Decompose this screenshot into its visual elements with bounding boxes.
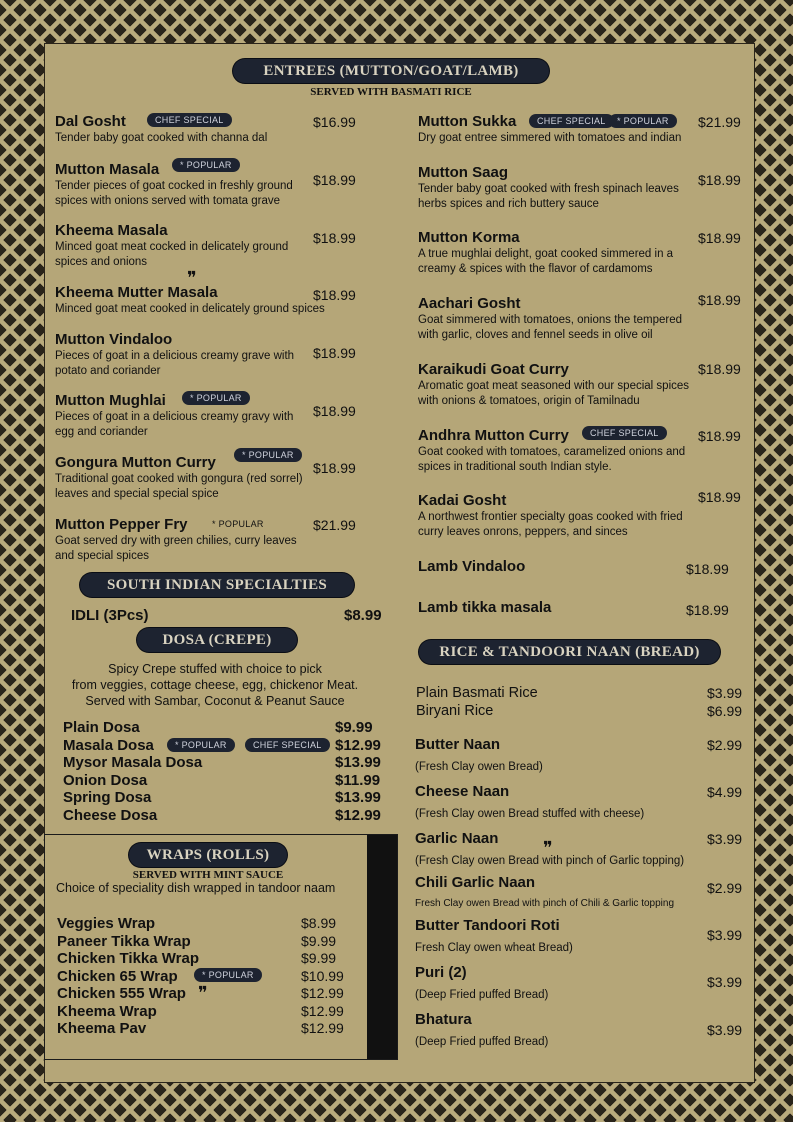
bread-item-butter-naan	[415, 736, 543, 775]
item-name: Mutton Masala	[55, 161, 160, 178]
spicy-chili-icon: ❞	[543, 838, 553, 859]
rice-item-price: $3.99	[707, 685, 743, 701]
rice-item-price: $6.99	[707, 702, 743, 719]
item-name: Gongura Mutton Curry	[55, 454, 216, 471]
item-description: Tender baby goat cooked with channa dal	[55, 132, 268, 144]
item-name: Kadai Gosht	[418, 492, 507, 509]
wrap-prices	[301, 915, 344, 1038]
item-description: (Fresh Clay owen Bread stuffed with cheese)	[415, 808, 645, 820]
item-price: $21.99	[698, 114, 741, 130]
item-name: Lamb tikka masala	[418, 599, 552, 616]
item-description: Pieces of goat in a delicious creamy grave with potato and coriander	[55, 350, 295, 377]
item-price: $3.99	[707, 927, 743, 943]
item-price: $18.99	[698, 361, 741, 377]
dosa-item-name: Masala Dosa	[63, 736, 154, 754]
popular-badge: * POPULAR	[172, 158, 240, 172]
menu-item-mutton-vindaloo	[55, 331, 295, 379]
item-description: A northwest frontier specialty goas cooked with fried curry leaves onrons, peppers, and sinces	[418, 511, 683, 538]
item-name: Butter Tandoori Roti	[415, 917, 560, 934]
item-price: $18.99	[313, 460, 356, 476]
item-description: Aromatic goat meat seasoned with our special spices with onions & tomatoes, origin of Tamilnadu	[418, 380, 690, 407]
item-price: $18.99	[698, 172, 741, 188]
wraps-side-bar	[367, 835, 397, 1059]
item-price: $18.99	[313, 230, 356, 246]
item-description: Dry goat entree simmered with tomatoes and indian	[418, 132, 682, 144]
wrap-item-price: $8.99	[301, 915, 337, 931]
menu-item-mutton-korma	[418, 229, 693, 277]
menu-item-mutton-saag	[418, 164, 693, 212]
item-name: Bhatura	[415, 1011, 472, 1028]
wrap-item-name: Chicken 555 Wrap	[57, 985, 186, 1002]
idli-price: $8.99	[344, 607, 382, 624]
dosa-item-name: Spring Dosa	[63, 789, 152, 806]
wraps-subheader: SERVED WITH MINT SAUCE	[132, 869, 284, 881]
item-price: $18.99	[313, 345, 356, 361]
dosa-header: DOSA (CREPE)	[137, 628, 297, 652]
chef-special-badge: CHEF SPECIAL	[245, 738, 330, 752]
item-name: Mutton Sukka	[418, 113, 517, 130]
bread-item-bhatura	[415, 1011, 548, 1050]
item-description: Minced goat meat cooked in delicately ground spices	[55, 303, 325, 315]
item-name: Puri (2)	[415, 964, 467, 981]
menu-item-lamb-tikka-masala	[418, 599, 551, 617]
item-description: Tender baby goat cooked with fresh spinach leaves herbs spices and rich buttery sauce	[418, 183, 679, 210]
entrees-subheader: SERVED WITH BASMATI RICE	[310, 86, 472, 98]
dosa-desc-line: from veggies, cottage cheese, egg, chickenor Meat.	[71, 678, 359, 692]
dosa-desc-line: Spicy Crepe stuffed with choice to pick	[108, 662, 322, 676]
wrap-item-price: $9.99	[301, 932, 337, 949]
dosa-prices	[335, 719, 381, 824]
spicy-chili-icon: ❞	[198, 983, 208, 1004]
rice-prices	[707, 685, 742, 720]
item-price: $4.99	[707, 784, 743, 800]
item-name: Dal Gosht	[55, 113, 126, 130]
popular-badge: * POPULAR	[182, 391, 250, 405]
item-name: Mutton Pepper Fry	[55, 516, 188, 533]
wrap-item-name: Veggies Wrap	[57, 915, 156, 932]
dosa-item-price: $9.99	[335, 719, 373, 736]
item-description: Goat simmered with tomatoes, onions the tempered with garlic, cloves and fennel seeds in olive oil	[418, 314, 682, 341]
menu-item-mutton-mughlai	[55, 392, 295, 440]
item-name: Cheese Naan	[415, 783, 510, 800]
item-name: Kheema Mutter Masala	[55, 284, 218, 301]
popular-badge: * POPULAR	[194, 968, 262, 982]
item-name: Chili Garlic Naan	[415, 874, 536, 891]
item-price: $18.99	[698, 489, 741, 505]
popular-badge: * POPULAR	[212, 519, 264, 529]
wrap-item-name: Chicken 65 Wrap	[57, 967, 178, 985]
rice-item-name: Plain Basmati Rice	[416, 685, 538, 701]
dosa-item-price: $11.99	[335, 771, 381, 789]
dosa-names	[63, 719, 202, 824]
wraps-description: Choice of speciality dish wrapped in tandoor naam	[56, 881, 336, 895]
item-description: Goat cooked with tomatoes, caramelized onions and spices in traditional south Indian style.	[418, 446, 686, 473]
dosa-description	[55, 661, 375, 709]
bread-item-chili-garlic-naan	[415, 874, 674, 911]
item-price: $2.99	[707, 737, 743, 753]
popular-badge: * POPULAR	[167, 738, 235, 752]
chef-special-badge: CHEF SPECIAL	[582, 426, 667, 440]
bread-item-puri	[415, 964, 548, 1003]
menu-item-mutton-pepper-fry	[55, 516, 317, 564]
item-name: Mutton Vindaloo	[55, 331, 173, 348]
item-name: Andhra Mutton Curry	[418, 427, 569, 444]
wraps-header: WRAPS (ROLLS)	[129, 843, 287, 867]
dosa-item-price: $12.99	[335, 806, 381, 824]
wrap-item-price: $12.99	[301, 1002, 344, 1019]
item-price: $18.99	[698, 292, 741, 308]
item-description: Goat served dry with green chilies, curry leaves and special spices	[55, 535, 297, 562]
item-name: Mutton Korma	[418, 229, 520, 246]
item-description: Traditional goat cooked with gongura (red sorrel) leaves and special special spice	[55, 473, 303, 500]
item-description: Minced goat meat cocked in delicately ground spices and onions	[55, 241, 289, 268]
entrees-header: ENTREES (MUTTON/GOAT/LAMB)	[233, 59, 549, 83]
bread-item-butter-tandoori-roti	[415, 917, 573, 956]
item-name: Kheema Masala	[55, 222, 168, 239]
item-price: $18.99	[313, 172, 356, 188]
item-price: $3.99	[707, 831, 743, 847]
item-name: Mutton Mughlai	[55, 392, 166, 409]
menu-item-kheema-masala	[55, 222, 295, 270]
item-description: Tender pieces of goat cocked in freshly ground spices with onions served with tomata grave	[55, 180, 293, 207]
dosa-item-name: Mysor Masala Dosa	[63, 754, 203, 771]
dosa-item-price: $12.99	[335, 736, 381, 754]
wrap-item-name: Kheema Pav	[57, 1020, 147, 1037]
item-description: A true mughlai delight, goat cooked simmered in a creamy & spices with the flavor of cardamoms	[418, 248, 674, 275]
item-price: $18.99	[313, 403, 356, 419]
dosa-desc-line: Served with Sambar, Coconut & Peanut Sauce	[85, 694, 345, 708]
spicy-chili-icon: ❞	[187, 268, 197, 289]
dosa-item-name: Onion Dosa	[63, 771, 148, 789]
item-price: $18.99	[686, 561, 729, 577]
bread-item-cheese-naan	[415, 783, 644, 822]
wrap-names	[57, 915, 199, 1038]
wrap-item-name: Chicken Tikka Wrap	[57, 950, 200, 967]
chef-special-badge: CHEF SPECIAL	[529, 114, 614, 128]
item-name: Butter Naan	[415, 736, 501, 753]
menu-item-aachari-gosht	[418, 295, 696, 343]
item-description: Pieces of goat in a delicious creamy gravy with egg and coriander	[55, 411, 294, 438]
item-name: Karaikudi Goat Curry	[418, 361, 569, 378]
item-description: (Fresh Clay owen Bread with pinch of Garlic topping)	[415, 855, 685, 867]
popular-badge: * POPULAR	[234, 448, 302, 462]
wrap-item-name: Kheema Wrap	[57, 1002, 157, 1020]
item-description: (Deep Fried puffed Bread)	[415, 1036, 549, 1048]
item-price: $18.99	[698, 230, 741, 246]
item-price: $16.99	[313, 114, 356, 130]
menu-item-karaikudi-goat-curry	[418, 361, 696, 409]
item-name: Aachari Gosht	[418, 295, 521, 312]
menu-item-lamb-vindaloo	[418, 558, 525, 576]
item-name: Garlic Naan	[415, 830, 499, 847]
rice-naan-header: RICE & TANDOORI NAAN (BREAD)	[419, 640, 720, 664]
item-price: $18.99	[313, 287, 356, 303]
wrap-item-price: $12.99	[301, 985, 344, 1001]
item-price: $2.99	[707, 880, 743, 896]
menu-item-kadai-gosht	[418, 492, 696, 540]
wrap-item-price: $10.99	[301, 967, 344, 984]
item-description: Fresh Clay owen Bread with pinch of Chili & Garlic topping	[415, 898, 675, 909]
idli-name: IDLI (3Pcs)	[71, 607, 149, 624]
item-description: (Fresh Clay owen Bread)	[415, 761, 543, 773]
dosa-item-name: Plain Dosa	[63, 719, 140, 736]
item-price: $21.99	[313, 517, 356, 533]
item-name: Lamb Vindaloo	[418, 558, 526, 575]
chef-special-badge: CHEF SPECIAL	[147, 113, 232, 127]
item-price: $3.99	[707, 1022, 743, 1038]
dosa-item-price: $13.99	[335, 754, 381, 771]
popular-badge: * POPULAR	[609, 114, 677, 128]
wrap-item-name: Paneer Tikka Wrap	[57, 932, 191, 950]
dosa-item-price: $13.99	[335, 789, 381, 806]
item-name: Mutton Saag	[418, 164, 508, 181]
item-price: $18.99	[698, 428, 741, 444]
item-description: (Deep Fried puffed Bread)	[415, 989, 549, 1001]
item-description: Fresh Clay owen wheat Bread)	[415, 942, 573, 954]
south-indian-header: SOUTH INDIAN SPECIALTIES	[80, 573, 354, 597]
wrap-item-price: $12.99	[301, 1020, 344, 1036]
wrap-item-price: $9.99	[301, 950, 337, 966]
rice-names	[416, 685, 538, 720]
item-price: $3.99	[707, 974, 743, 990]
item-price: $18.99	[686, 602, 729, 618]
dosa-item-name: Cheese Dosa	[63, 806, 158, 824]
rice-item-name: Biryani Rice	[416, 702, 494, 719]
menu-item-kheema-mutter-masala	[55, 284, 355, 317]
